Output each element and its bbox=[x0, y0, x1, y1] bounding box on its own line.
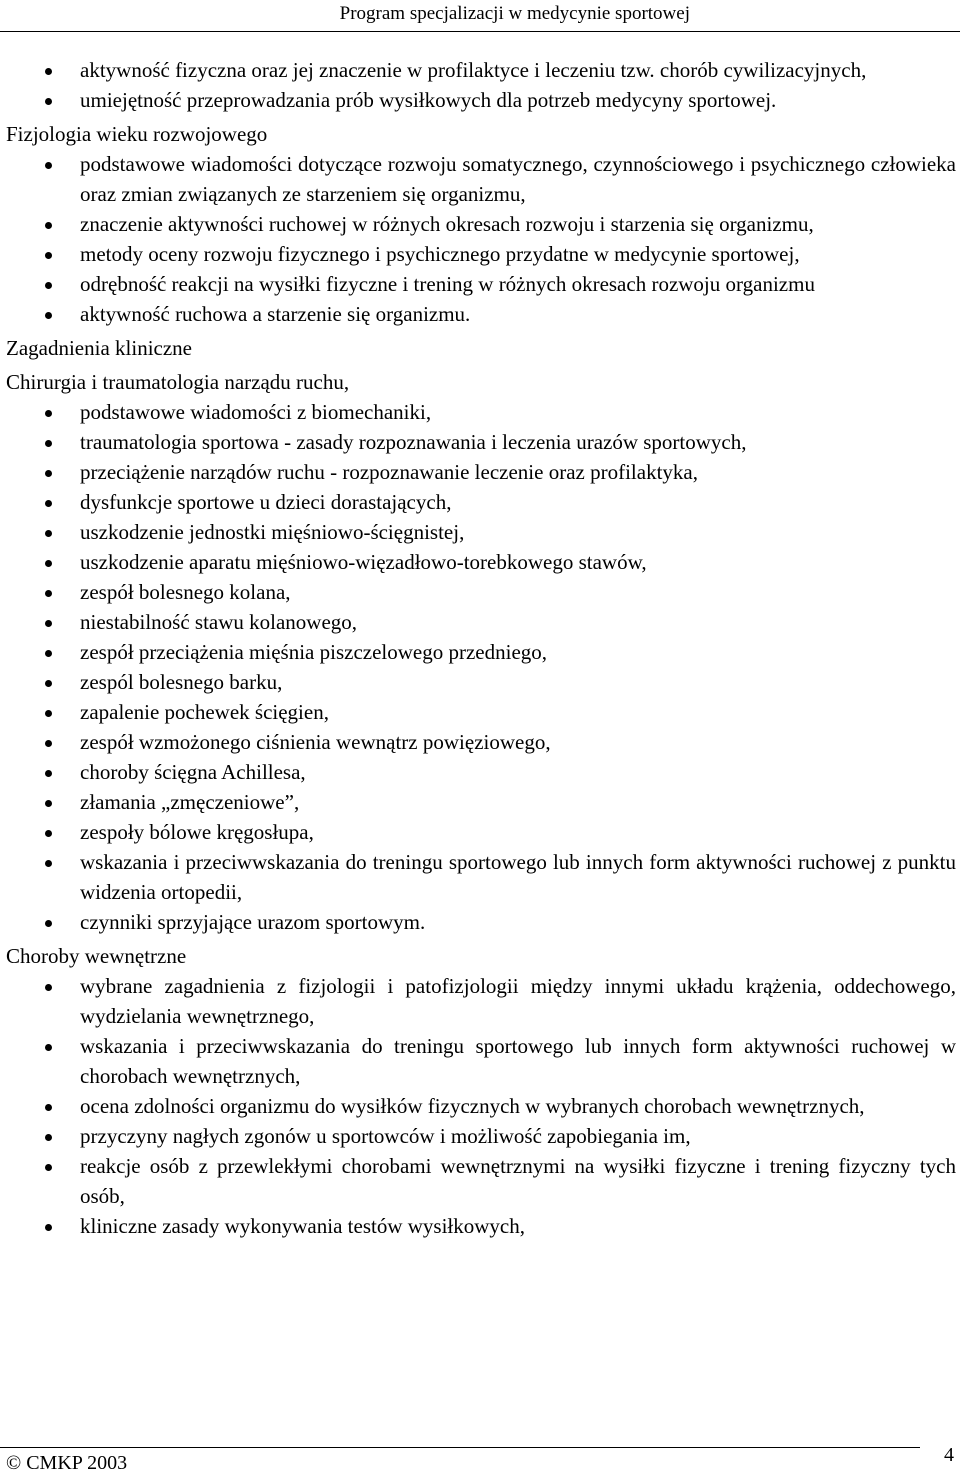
bullet-icon bbox=[45, 770, 52, 777]
list-item: aktywność fizyczna oraz jej znaczenie w profilaktyce i leczeniu tzw. chorób cywilizacyjnych, bbox=[6, 55, 956, 85]
intro-section bbox=[6, 55, 956, 115]
bullet-icon bbox=[45, 710, 52, 717]
major-heading: Zagadnienia kliniczne bbox=[6, 336, 192, 360]
zagadnienia-section bbox=[6, 333, 956, 363]
bullet-icon bbox=[45, 312, 52, 319]
section-heading: Chirurgia i traumatologia narządu ruchu, bbox=[6, 370, 350, 394]
list-item: wskazania i przeciwwskazania do treningu sportowego lub innych form aktywności ruchowej z punktu widzenia ortopedii, bbox=[6, 847, 956, 907]
bullet-icon bbox=[45, 410, 52, 417]
bullet-icon bbox=[45, 282, 52, 289]
list-item: wybrane zagadnienia z fizjologii i patofizjologii między innymi układu krążenia, oddechowego, wydzielania wewnętrznego, bbox=[6, 971, 956, 1031]
footer-copyright: © CMKP 2003 bbox=[6, 1452, 128, 1474]
list-item: uszkodzenie jednostki mięśniowo-ścięgnistej, bbox=[6, 517, 956, 547]
list-item: uszkodzenie aparatu mięśniowo-więzadłowo-torebkowego stawów, bbox=[6, 547, 956, 577]
list-item: aktywność ruchowa a starzenie się organizmu. bbox=[6, 299, 956, 329]
page-number: 4 bbox=[944, 1444, 954, 1466]
bullet-icon bbox=[45, 530, 52, 537]
list-item: złamania „zmęczeniowe”, bbox=[6, 787, 956, 817]
bullet-icon bbox=[45, 1044, 52, 1051]
list-item: przeciążenie narządów ruchu - rozpoznawanie leczenie oraz profilaktyka, bbox=[6, 457, 956, 487]
bullet-icon bbox=[45, 920, 52, 927]
bullet-icon bbox=[45, 1164, 52, 1171]
chirurgia-section bbox=[6, 367, 956, 937]
list-item: wskazania i przeciwwskazania do treningu sportowego lub innych form aktywności ruchowej w chorobach wewnętrznych, bbox=[6, 1031, 956, 1091]
bullet-icon bbox=[45, 1224, 52, 1231]
fizjologia-section bbox=[6, 119, 956, 329]
bullet-icon bbox=[45, 98, 52, 105]
bullet-icon bbox=[45, 650, 52, 657]
chirurgia-list bbox=[6, 397, 956, 937]
bullet-icon bbox=[45, 740, 52, 747]
header-divider bbox=[0, 31, 960, 32]
bullet-icon bbox=[45, 680, 52, 687]
choroby-section bbox=[6, 941, 956, 1241]
list-item: zespól bolesnego barku, bbox=[6, 667, 956, 697]
list-item: zespoły bólowe kręgosłupa, bbox=[6, 817, 956, 847]
document-body bbox=[6, 55, 956, 1241]
bullet-icon bbox=[45, 1104, 52, 1111]
list-item: choroby ścięgna Achillesa, bbox=[6, 757, 956, 787]
bullet-icon bbox=[45, 500, 52, 507]
bullet-icon bbox=[45, 860, 52, 867]
list-item: przyczyny nagłych zgonów u sportowców i możliwość zapobiegania im, bbox=[6, 1121, 956, 1151]
footer-divider bbox=[0, 1447, 920, 1448]
list-item: ocena zdolności organizmu do wysiłków fizycznych w wybranych chorobach wewnętrznych, bbox=[6, 1091, 956, 1121]
list-item: odrębność reakcji na wysiłki fizyczne i trening w różnych okresach rozwoju organizmu bbox=[6, 269, 956, 299]
intro-list bbox=[6, 55, 956, 115]
list-item: zespół przeciążenia mięśnia piszczelowego przedniego, bbox=[6, 637, 956, 667]
bullet-icon bbox=[45, 830, 52, 837]
bullet-icon bbox=[45, 800, 52, 807]
bullet-icon bbox=[45, 560, 52, 567]
bullet-icon bbox=[45, 620, 52, 627]
bullet-icon bbox=[45, 470, 52, 477]
list-item: reakcje osób z przewlekłymi chorobami wewnętrznymi na wysiłki fizyczne i trening fizyczny tych osób, bbox=[6, 1151, 956, 1211]
list-item: umiejętność przeprowadzania prób wysiłkowych dla potrzeb medycyny sportowej. bbox=[6, 85, 956, 115]
bullet-icon bbox=[45, 162, 52, 169]
bullet-icon bbox=[45, 68, 52, 75]
list-item: metody oceny rozwoju fizycznego i psychicznego przydatne w medycynie sportowej, bbox=[6, 239, 956, 269]
bullet-icon bbox=[45, 984, 52, 991]
list-item: zespół wzmożonego ciśnienia wewnątrz powięziowego, bbox=[6, 727, 956, 757]
list-item: podstawowe wiadomości dotyczące rozwoju somatycznego, czynnościowego i psychicznego człowieka oraz zmian związanych ze starzeniem się organizmu, bbox=[6, 149, 956, 209]
bullet-icon bbox=[45, 590, 52, 597]
list-item: niestabilność stawu kolanowego, bbox=[6, 607, 956, 637]
list-item: znaczenie aktywności ruchowej w różnych okresach rozwoju i starzenia się organizmu, bbox=[6, 209, 956, 239]
list-item: zapalenie pochewek ścięgien, bbox=[6, 697, 956, 727]
bullet-icon bbox=[45, 222, 52, 229]
list-item: podstawowe wiadomości z biomechaniki, bbox=[6, 397, 956, 427]
section-heading: Fizjologia wieku rozwojowego bbox=[6, 122, 268, 146]
list-item: dysfunkcje sportowe u dzieci dorastających, bbox=[6, 487, 956, 517]
list-item: zespół bolesnego kolana, bbox=[6, 577, 956, 607]
section-heading: Choroby wewnętrzne bbox=[6, 944, 187, 968]
fizjologia-list bbox=[6, 149, 956, 329]
list-item: czynniki sprzyjające urazom sportowym. bbox=[6, 907, 956, 937]
bullet-icon bbox=[45, 440, 52, 447]
choroby-list bbox=[6, 971, 956, 1241]
list-item: kliniczne zasady wykonywania testów wysiłkowych, bbox=[6, 1211, 956, 1241]
bullet-icon bbox=[45, 252, 52, 259]
running-header: Program specjalizacji w medycynie sportowej bbox=[339, 3, 690, 24]
list-item: traumatologia sportowa - zasady rozpoznawania i leczenia urazów sportowych, bbox=[6, 427, 956, 457]
bullet-icon bbox=[45, 1134, 52, 1141]
